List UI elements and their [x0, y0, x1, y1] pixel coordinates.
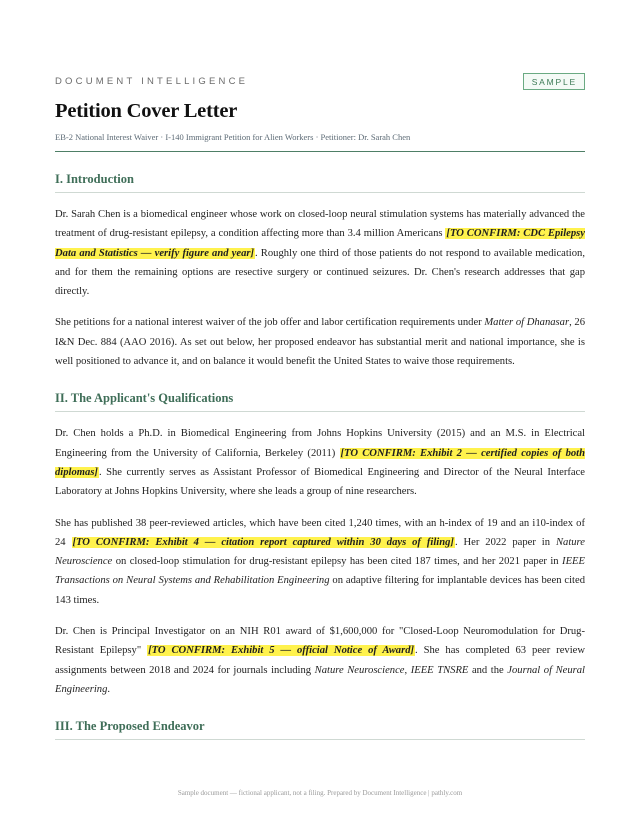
- text-run: She has published 38 peer-reviewed articles, which have been cited 1,240 times, with an h-index of 19 and an i10-index of 24: [55, 517, 585, 548]
- intro-paragraph-2: [55, 313, 585, 371]
- text-run: . She has completed 63 peer review assignments between 2018 and 2024 for journals including: [55, 645, 585, 676]
- journal-name: Nature Neuroscience: [55, 536, 585, 568]
- qualifications-paragraph-2: [55, 514, 585, 610]
- text-run: Dr. Chen is Principal Investigator on an NIH R01 award of $1,600,000 for "Closed-Loop Neuromodulation for Drug-Resistant Epilepsy": [55, 626, 585, 657]
- document-footer: Sample document — fictional applicant, not a filing. Prepared by Document Intelligence | pathly.com: [177, 789, 463, 797]
- section-introduction: [55, 172, 585, 371]
- section-proposed-endeavor: [55, 719, 585, 740]
- document-title: Petition Cover Letter: [55, 100, 238, 122]
- section-heading-qualifications: II. The Applicant's Qualifications: [55, 391, 585, 412]
- text-run: She petitions for a national interest waiver of the job offer and labor certification requirements under: [55, 317, 485, 329]
- intro-paragraph-1: [55, 205, 585, 301]
- to-confirm-highlight: [TO CONFIRM: CDC Epilepsy Data and Statistics — verify figure and year]: [55, 228, 585, 259]
- journal-name: IEEE TNSRE: [410, 664, 469, 676]
- to-confirm-highlight: [TO CONFIRM: Exhibit 2 — certified copies of both diplomas]: [55, 447, 586, 478]
- sample-badge: SAMPLE: [523, 73, 585, 90]
- text-run: . Roughly one third of those patients do not respond to available medication, and for them the remaining options are resective surgery or continued seizures. Dr. Chen's research addresses that gap directly.: [55, 247, 585, 298]
- text-run: . Her 2022 paper in: [454, 536, 556, 548]
- section-heading-introduction: I. Introduction: [55, 172, 585, 193]
- document-header-bar: [55, 72, 585, 90]
- text-run: Dr. Chen holds a Ph.D. in Biomedical Engineering from Johns Hopkins University (2015) and an M.S. in Electrical Engineering from the University of California, Berkeley (2011): [55, 428, 585, 459]
- journal-name: Nature Neuroscience: [314, 664, 405, 676]
- text-run: , 26 I&N Dec. 884 (AAO 2016). As set out below, her proposed endeavor has substantial merit and national importance, she is well positioned to advance it, and on balance it would benefit the United States to waive those requirements.: [55, 317, 586, 368]
- text-run: and the: [468, 664, 508, 676]
- text-run: .: [107, 683, 111, 695]
- section-heading-proposed-endeavor: III. The Proposed Endeavor: [55, 719, 585, 740]
- document-subtitle: EB-2 National Interest Waiver · I-140 Immigrant Petition for Alien Workers · Petitioner: Dr. Sarah Chen: [55, 132, 585, 152]
- to-confirm-highlight: [TO CONFIRM: Exhibit 5 — official Notice of Award]: [148, 645, 415, 657]
- to-confirm-highlight: [TO CONFIRM: Exhibit 4 — citation report captured within 30 days of filing]: [72, 536, 454, 548]
- qualifications-paragraph-3: [55, 622, 585, 699]
- text-run: Dr. Sarah Chen is a biomedical engineer whose work on closed-loop neural stimulation systems has materially advanced the treatment of drug-resistant epilepsy, a condition affecting more than 3.4 million Americans: [55, 209, 585, 240]
- journal-name: Journal of Neural Engineering: [55, 664, 586, 695]
- text-run: on adaptive filtering for implantable devices has been cited 143 times.: [55, 575, 585, 606]
- qualifications-paragraph-1: [55, 424, 585, 501]
- text-run: . She currently serves as Assistant Professor of Biomedical Engineering and Director of the Neural Interface Laboratory at Johns Hopkins University, where she leads a group of nine researchers.: [55, 466, 585, 498]
- journal-name: IEEE Transactions on Neural Systems and Rehabilitation Engineering: [55, 556, 585, 587]
- section-qualifications: [55, 391, 585, 699]
- case-citation: Matter of Dhanasar: [484, 317, 570, 329]
- text-run: on closed-loop stimulation for drug-resistant epilepsy has been cited 187 times, and her 2021 paper in: [112, 556, 563, 568]
- text-run: ,: [404, 664, 411, 676]
- brand-label: DOCUMENT INTELLIGENCE: [55, 75, 249, 87]
